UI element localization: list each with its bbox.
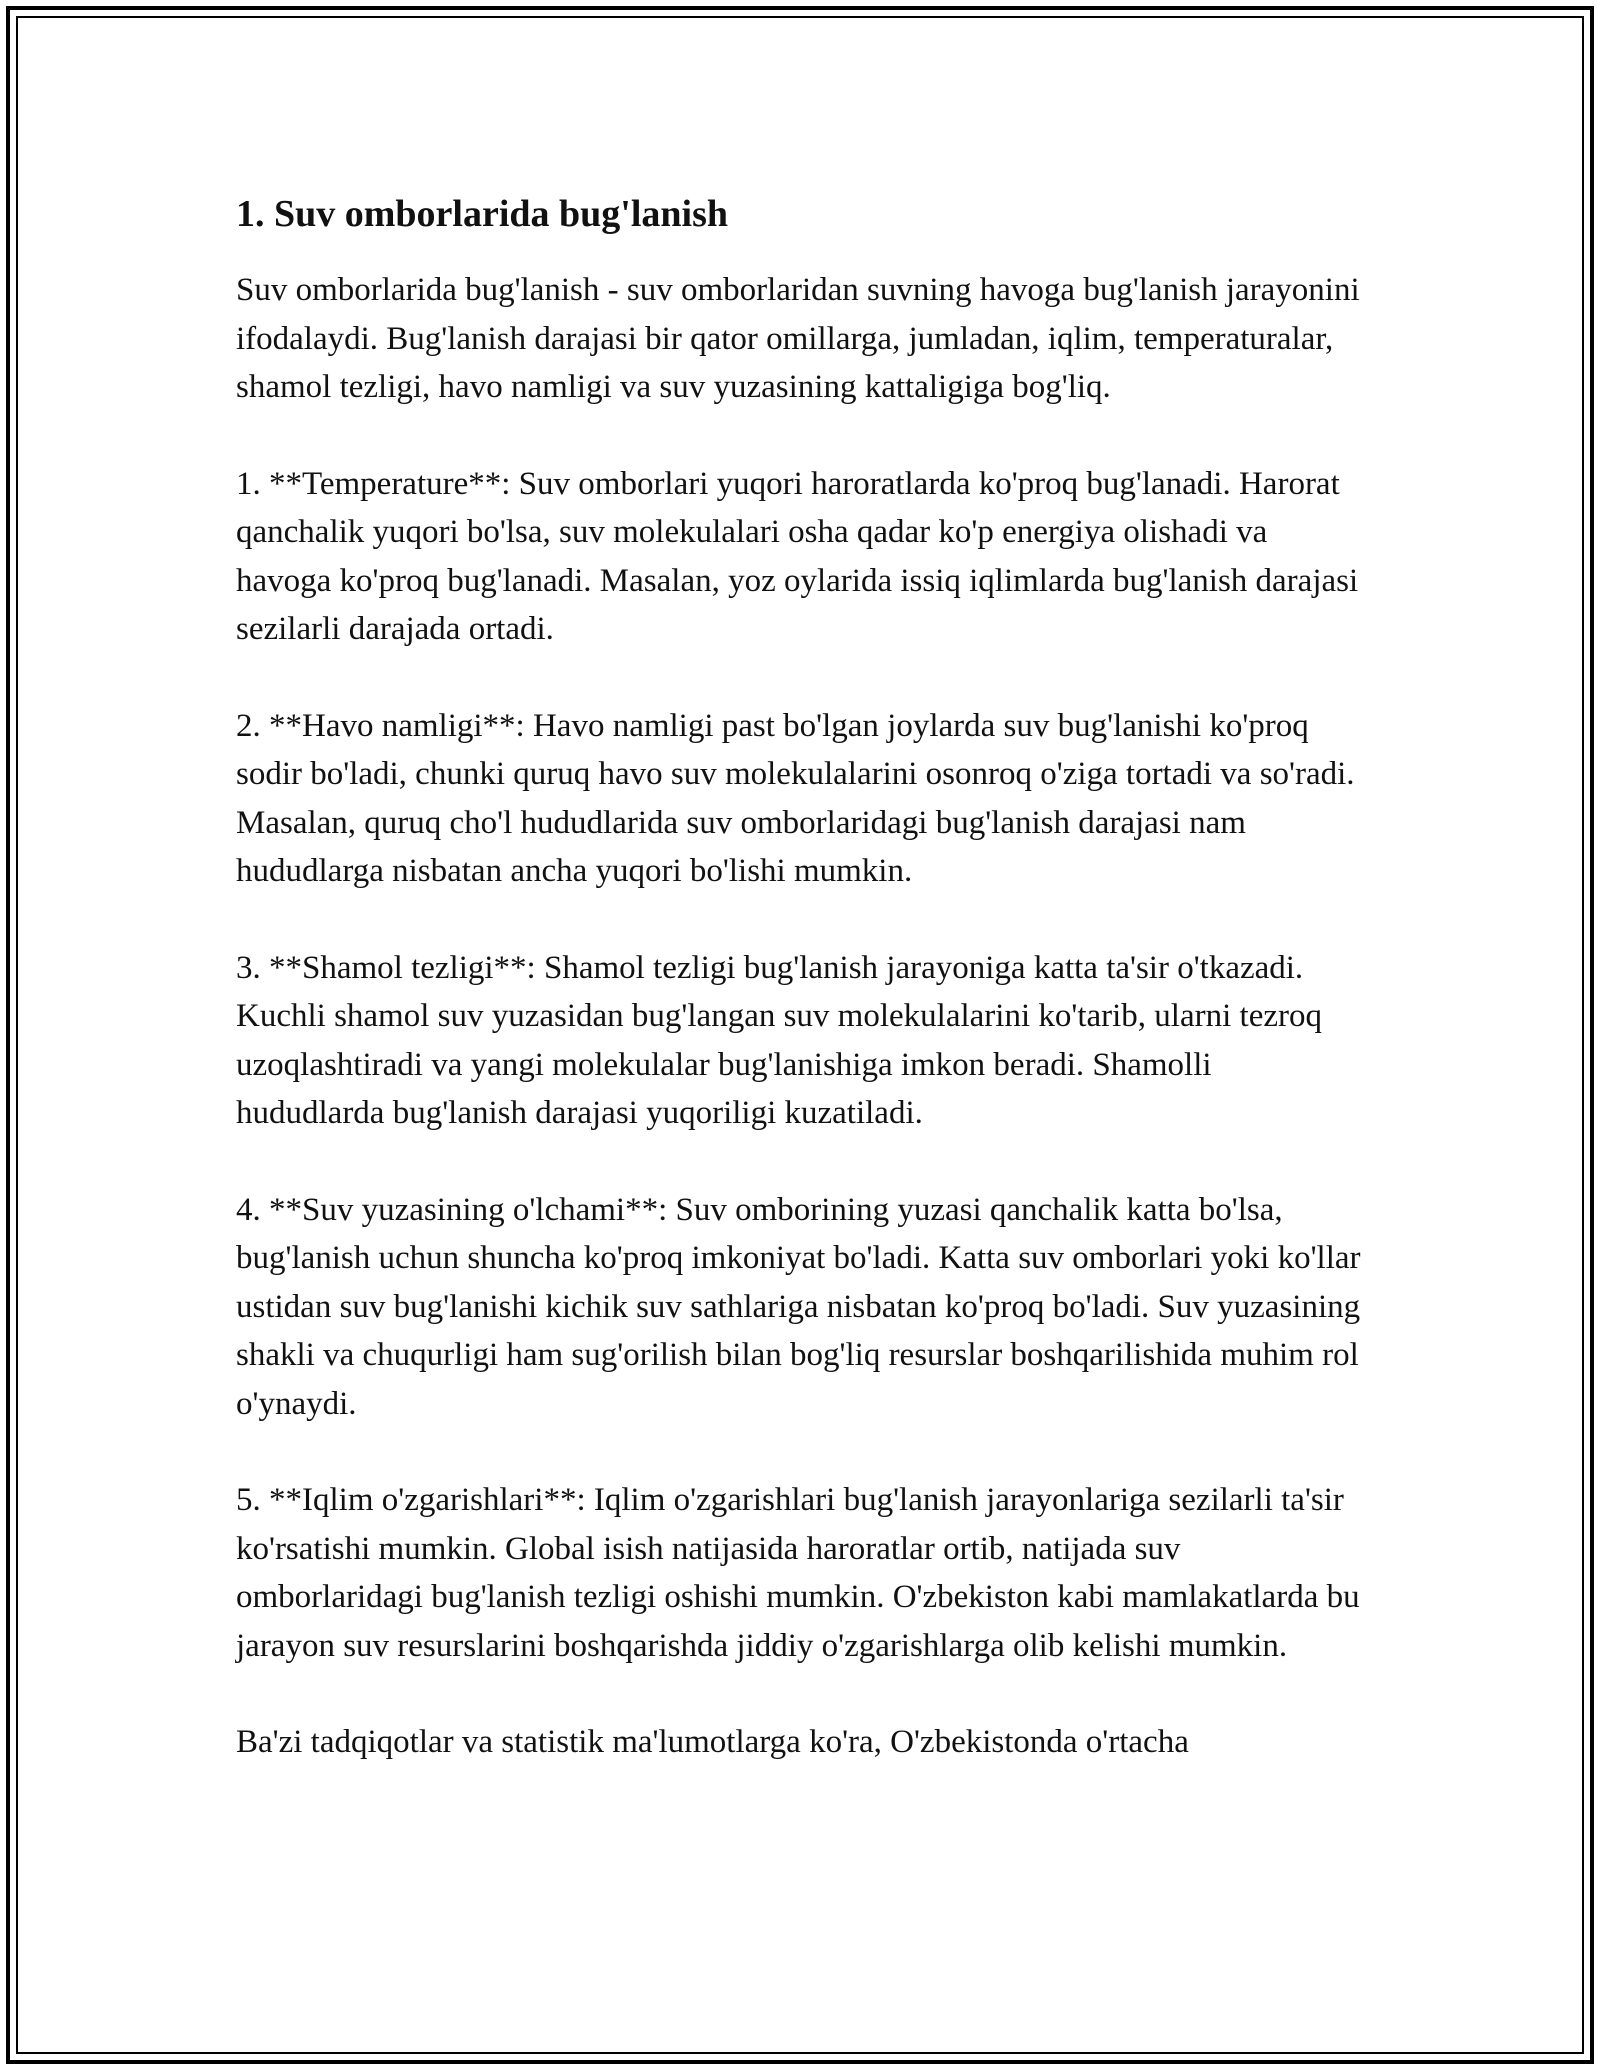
section-title: 1. Suv omborlarida bug'lanish xyxy=(236,193,729,235)
closing-paragraph: Ba'zi tadqiqotlar va statistik ma'lumotlarga ko'ra, O'zbekistonda o'rtacha xyxy=(236,1724,1189,1760)
climate-change-paragraph: 5. **Iqlim o'zgarishlari**: Iqlim o'zgarishlari bug'lanish jarayonlariga sezilarli ta'sir ko'rsatishi mumkin. Global isish natijasida haroratlar ortib, natijada suv omborlaridagi bug'lanish tezligi oshishi mumkin. O'zbekiston kabi mamlakatlarda bu jarayon suv resurslarini boshqarishda jiddiy o'zgarishlarga olib kelishi mumkin. xyxy=(236,1482,1360,1664)
wind-speed-paragraph: 3. **Shamol tezligi**: Shamol tezligi bug'lanish jarayoniga katta ta'sir o'tkazadi. Kuchli shamol suv yuzasidan bug'langan suv molekulalarini ko'tarib, ularni tezroq uzoqlashtiradi va yangi molekulalar bug'lanishiga imkon beradi. Shamolli hududlarda bug'lanish darajasi yuqoriligi kuzatiladi. xyxy=(236,949,1322,1131)
surface-size-paragraph: 4. **Suv yuzasining o'lchami**: Suv omborining yuzasi qanchalik katta bo'lsa, bug'lanish uchun shuncha ko'proq imkoniyat bo'ladi. Katta suv omborlari yoki ko'llar ustidan suv bug'lanishi kichik suv sathlariga nisbatan ko'proq bo'ladi. Suv yuzasining shakli va chuqurligi ham sug'orilish bilan bog'liq resurslar boshqarilishida muhim rol o'ynaydi. xyxy=(236,1191,1361,1422)
document-body xyxy=(236,190,1366,1815)
intro-paragraph: Suv omborlarida bug'lanish - suv omborlaridan suvning havoga bug'lanish jarayonini ifodalaydi. Bug'lanish darajasi bir qator omillarga, jumladan, iqlim, temperaturalar, shamol tezligi, havo namligi va suv yuzasining kattaligiga bog'liq. xyxy=(236,272,1360,405)
humidity-paragraph: 2. **Havo namligi**: Havo namligi past bo'lgan joylarda suv bug'lanishi ko'proq sodir bo'ladi, chunki quruq havo suv molekulalarini osonroq o'ziga tortadi va so'radi. Masalan, quruq cho'l hududlarida suv omborlaridagi bug'lanish darajasi nam hududlarga nisbatan ancha yuqori bo'lishi mumkin. xyxy=(236,707,1355,889)
temperature-paragraph: 1. **Temperature**: Suv omborlari yuqori haroratlarda ko'proq bug'lanadi. Harorat qanchalik yuqori bo'lsa, suv molekulalari osha qadar ko'p energiya olishadi va havoga ko'proq bug'lanadi. Masalan, yoz oylarida issiq iqlimlarda bug'lanish darajasi sezilarli darajada ortadi. xyxy=(236,465,1359,647)
